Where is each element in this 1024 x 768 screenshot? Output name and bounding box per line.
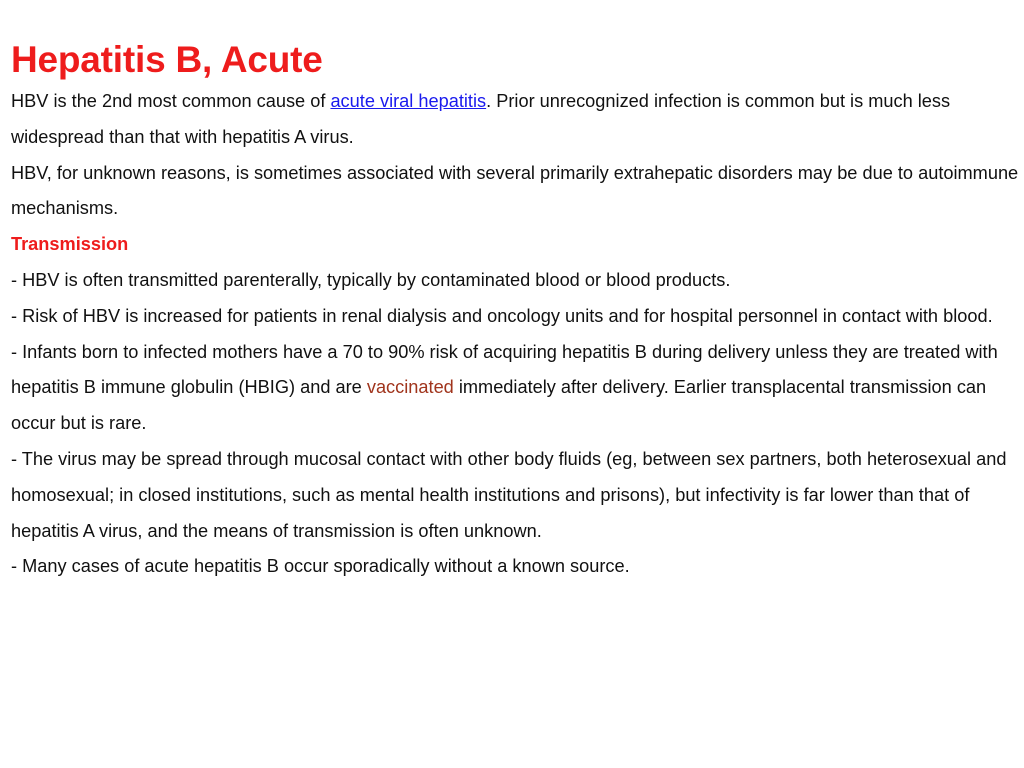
intro-text-before-link: HBV is the 2nd most common cause of (11, 91, 331, 111)
transmission-item-5: - Many cases of acute hepatitis B occur sporadically without a known source. (11, 556, 630, 577)
page-title: Hepatitis B, Acute (11, 39, 323, 80)
item3-text-after-link: immediately after delivery. Earlier transplacental transmission can occur but is rare. (11, 377, 987, 434)
vaccinated-link[interactable]: vaccinated (366, 377, 454, 398)
intro-paragraph-2: HBV, for unknown reasons, is sometimes associated with several primarily extrahepatic disorders may be due to autoimmune mechanisms. (11, 162, 1019, 219)
document-body (11, 84, 1019, 585)
transmission-heading: Transmission (11, 234, 129, 255)
transmission-item-1: - HBV is often transmitted parenterally, typically by contaminated blood or blood products. (11, 269, 731, 290)
intro-paragraph-1 (11, 84, 1019, 156)
item3-text-before-link: - Infants born to infected mothers have a 70 to 90% risk of acquiring hepatitis B during delivery unless they are treated with hepatitis B immune globulin (HBIG) and are (11, 341, 998, 398)
transmission-item-4: - The virus may be spread through mucosal contact with other body fluids (eg, between sex partners, both heterosexual and homosexual; in closed institutions, such as mental health institutions and prisons), but infectivity is far lower than that of hepatitis A virus, and the means of transmission is often unknown. (11, 448, 1007, 541)
document-page (11, 38, 1019, 585)
transmission-item-2: - Risk of HBV is increased for patients in renal dialysis and oncology units and for hospital personnel in contact with blood. (11, 305, 993, 326)
intro-text-after-link: . Prior unrecognized infection is common but is much less widespread than that with hepatitis A virus. (11, 91, 951, 147)
transmission-item-3 (11, 335, 1019, 442)
acute-viral-hepatitis-link[interactable]: acute viral hepatitis (330, 91, 487, 111)
